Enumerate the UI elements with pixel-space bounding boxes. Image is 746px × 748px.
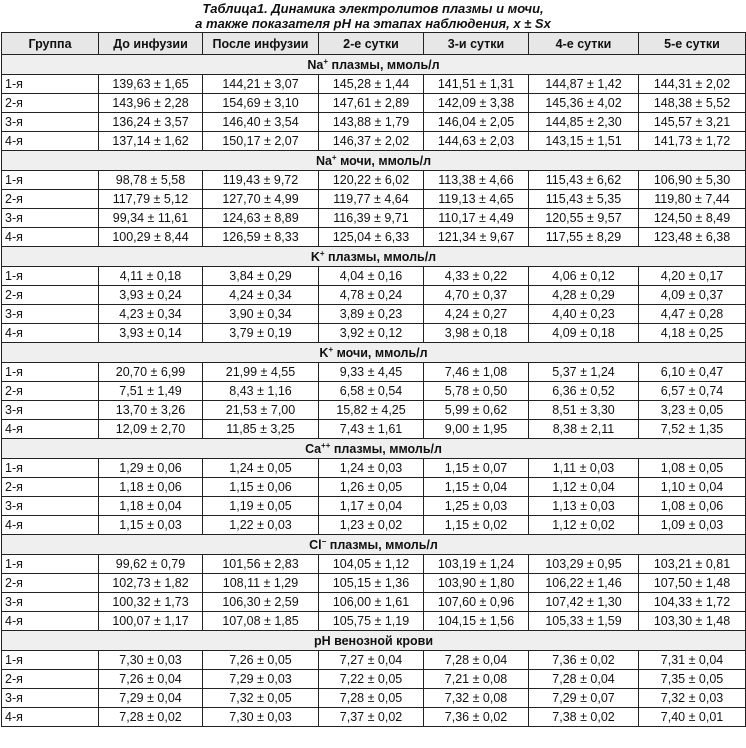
- table-row: [2, 305, 746, 324]
- value-cell: 106,30 ± 2,59: [203, 593, 319, 612]
- group-cell: 4-я: [2, 420, 99, 439]
- value-cell: 7,35 ± 0,05: [639, 670, 746, 689]
- value-cell: 100,32 ± 1,73: [99, 593, 203, 612]
- value-cell: 1,24 ± 0,05: [203, 459, 319, 478]
- value-cell: 103,19 ± 1,24: [424, 555, 529, 574]
- table-row: [2, 651, 746, 670]
- value-cell: 5,37 ± 1,24: [529, 363, 639, 382]
- value-cell: 148,38 ± 5,52: [639, 94, 746, 113]
- value-cell: 3,92 ± 0,12: [319, 324, 424, 343]
- group-cell: 2-я: [2, 94, 99, 113]
- group-cell: 1-я: [2, 555, 99, 574]
- value-cell: 7,21 ± 0,08: [424, 670, 529, 689]
- section-title: [2, 535, 746, 555]
- table-row: [2, 113, 746, 132]
- section-unit: плазмы, ммоль/л: [328, 57, 440, 72]
- value-cell: 4,09 ± 0,37: [639, 286, 746, 305]
- value-cell: 119,13 ± 4,65: [424, 190, 529, 209]
- value-cell: 5,99 ± 0,62: [424, 401, 529, 420]
- group-cell: 4-я: [2, 324, 99, 343]
- group-cell: 4-я: [2, 516, 99, 535]
- value-cell: 7,51 ± 1,49: [99, 382, 203, 401]
- value-cell: 100,07 ± 1,17: [99, 612, 203, 631]
- value-cell: 4,09 ± 0,18: [529, 324, 639, 343]
- value-cell: 1,15 ± 0,07: [424, 459, 529, 478]
- group-cell: 3-я: [2, 209, 99, 228]
- table-row: [2, 401, 746, 420]
- value-cell: 1,08 ± 0,06: [639, 497, 746, 516]
- table-row: [2, 132, 746, 151]
- value-cell: 154,69 ± 3,10: [203, 94, 319, 113]
- value-cell: 7,46 ± 1,08: [424, 363, 529, 382]
- value-cell: 1,15 ± 0,04: [424, 478, 529, 497]
- value-cell: 3,84 ± 0,29: [203, 267, 319, 286]
- section-header-row: [2, 535, 746, 555]
- value-cell: 143,88 ± 1,79: [319, 113, 424, 132]
- section-header-row: [2, 439, 746, 459]
- electrolytes-table: [1, 32, 746, 727]
- section-ion: Ca: [305, 441, 322, 456]
- value-cell: 1,19 ± 0,05: [203, 497, 319, 516]
- value-cell: 1,12 ± 0,02: [529, 516, 639, 535]
- value-cell: 1,10 ± 0,04: [639, 478, 746, 497]
- value-cell: 7,28 ± 0,02: [99, 708, 203, 727]
- value-cell: 1,22 ± 0,03: [203, 516, 319, 535]
- value-cell: 145,36 ± 4,02: [529, 94, 639, 113]
- column-header: После инфузии: [203, 33, 319, 55]
- table-row: [2, 75, 746, 94]
- value-cell: 146,37 ± 2,02: [319, 132, 424, 151]
- group-cell: 1-я: [2, 459, 99, 478]
- table-row: [2, 363, 746, 382]
- value-cell: 99,34 ± 11,61: [99, 209, 203, 228]
- value-cell: 103,90 ± 1,80: [424, 574, 529, 593]
- group-cell: 4-я: [2, 612, 99, 631]
- table-row: [2, 382, 746, 401]
- section-title: [2, 343, 746, 363]
- value-cell: 7,36 ± 0,02: [424, 708, 529, 727]
- group-cell: 2-я: [2, 286, 99, 305]
- value-cell: 1,15 ± 0,03: [99, 516, 203, 535]
- table-row: [2, 689, 746, 708]
- group-cell: 2-я: [2, 574, 99, 593]
- section-ion-charge: ++: [321, 440, 331, 450]
- value-cell: 110,17 ± 4,49: [424, 209, 529, 228]
- value-cell: 1,09 ± 0,03: [639, 516, 746, 535]
- section-ion-charge: +: [331, 152, 337, 162]
- value-cell: 143,15 ± 1,51: [529, 132, 639, 151]
- value-cell: 107,42 ± 1,30: [529, 593, 639, 612]
- value-cell: 107,60 ± 0,96: [424, 593, 529, 612]
- value-cell: 4,11 ± 0,18: [99, 267, 203, 286]
- value-cell: 4,70 ± 0,37: [424, 286, 529, 305]
- value-cell: 107,08 ± 1,85: [203, 612, 319, 631]
- group-cell: 3-я: [2, 593, 99, 612]
- table-row: [2, 228, 746, 247]
- value-cell: 105,75 ± 1,19: [319, 612, 424, 631]
- section-header-row: [2, 343, 746, 363]
- value-cell: 3,93 ± 0,14: [99, 324, 203, 343]
- group-cell: 4-я: [2, 228, 99, 247]
- table-row: [2, 324, 746, 343]
- value-cell: 3,79 ± 0,19: [203, 324, 319, 343]
- value-cell: 106,22 ± 1,46: [529, 574, 639, 593]
- value-cell: 107,50 ± 1,48: [639, 574, 746, 593]
- table-row: [2, 574, 746, 593]
- value-cell: 1,17 ± 0,04: [319, 497, 424, 516]
- value-cell: 98,78 ± 5,58: [99, 171, 203, 190]
- value-cell: 4,78 ± 0,24: [319, 286, 424, 305]
- section-title: [2, 55, 746, 75]
- value-cell: 7,26 ± 0,05: [203, 651, 319, 670]
- value-cell: 3,90 ± 0,34: [203, 305, 319, 324]
- value-cell: 1,08 ± 0,05: [639, 459, 746, 478]
- value-cell: 4,40 ± 0,23: [529, 305, 639, 324]
- value-cell: 101,56 ± 2,83: [203, 555, 319, 574]
- value-cell: 144,21 ± 3,07: [203, 75, 319, 94]
- column-header: 4-е сутки: [529, 33, 639, 55]
- value-cell: 6,10 ± 0,47: [639, 363, 746, 382]
- table-row: [2, 171, 746, 190]
- value-cell: 113,38 ± 4,66: [424, 171, 529, 190]
- section-ion-charge: +: [323, 56, 329, 66]
- group-cell: 2-я: [2, 478, 99, 497]
- value-cell: 106,90 ± 5,30: [639, 171, 746, 190]
- value-cell: 116,39 ± 9,71: [319, 209, 424, 228]
- table-row: [2, 286, 746, 305]
- value-cell: 9,00 ± 1,95: [424, 420, 529, 439]
- value-cell: 127,70 ± 4,99: [203, 190, 319, 209]
- section-unit: мочи, ммоль/л: [333, 345, 428, 360]
- value-cell: 11,85 ± 3,25: [203, 420, 319, 439]
- table-caption: [0, 0, 746, 32]
- table-row: [2, 478, 746, 497]
- section-ion: pH венозной крови: [313, 633, 434, 648]
- group-cell: 1-я: [2, 171, 99, 190]
- value-cell: 123,48 ± 6,38: [639, 228, 746, 247]
- value-cell: 119,43 ± 9,72: [203, 171, 319, 190]
- section-ion: K: [310, 249, 320, 264]
- value-cell: 4,06 ± 0,12: [529, 267, 639, 286]
- value-cell: 144,85 ± 2,30: [529, 113, 639, 132]
- group-cell: 2-я: [2, 190, 99, 209]
- section-ion: Na: [315, 153, 332, 168]
- value-cell: 120,55 ± 9,57: [529, 209, 639, 228]
- value-cell: 4,24 ± 0,27: [424, 305, 529, 324]
- value-cell: 7,52 ± 1,35: [639, 420, 746, 439]
- value-cell: 7,29 ± 0,03: [203, 670, 319, 689]
- value-cell: 144,31 ± 2,02: [639, 75, 746, 94]
- value-cell: 4,28 ± 0,29: [529, 286, 639, 305]
- section-ion: Cl: [309, 537, 322, 552]
- section-ion-charge: +: [319, 248, 325, 258]
- value-cell: 124,50 ± 8,49: [639, 209, 746, 228]
- value-cell: 103,21 ± 0,81: [639, 555, 746, 574]
- section-unit: мочи, ммоль/л: [336, 153, 432, 168]
- value-cell: 4,24 ± 0,34: [203, 286, 319, 305]
- group-cell: 2-я: [2, 670, 99, 689]
- group-cell: 1-я: [2, 363, 99, 382]
- value-cell: 7,32 ± 0,03: [639, 689, 746, 708]
- value-cell: 141,51 ± 1,31: [424, 75, 529, 94]
- value-cell: 147,61 ± 2,89: [319, 94, 424, 113]
- group-cell: 3-я: [2, 497, 99, 516]
- value-cell: 9,33 ± 4,45: [319, 363, 424, 382]
- value-cell: 144,63 ± 2,03: [424, 132, 529, 151]
- value-cell: 7,28 ± 0,05: [319, 689, 424, 708]
- table-row: [2, 612, 746, 631]
- value-cell: 7,31 ± 0,04: [639, 651, 746, 670]
- table-row: [2, 555, 746, 574]
- column-header: 2-е сутки: [319, 33, 424, 55]
- value-cell: 102,73 ± 1,82: [99, 574, 203, 593]
- value-cell: 7,27 ± 0,04: [319, 651, 424, 670]
- group-cell: 3-я: [2, 401, 99, 420]
- column-header: 3-и сутки: [424, 33, 529, 55]
- value-cell: 1,24 ± 0,03: [319, 459, 424, 478]
- value-cell: 4,33 ± 0,22: [424, 267, 529, 286]
- value-cell: 4,04 ± 0,16: [319, 267, 424, 286]
- value-cell: 124,63 ± 8,89: [203, 209, 319, 228]
- section-title: [2, 247, 746, 267]
- value-cell: 103,30 ± 1,48: [639, 612, 746, 631]
- value-cell: 119,80 ± 7,44: [639, 190, 746, 209]
- table-row: [2, 94, 746, 113]
- group-cell: 3-я: [2, 305, 99, 324]
- value-cell: 1,15 ± 0,02: [424, 516, 529, 535]
- value-cell: 3,23 ± 0,05: [639, 401, 746, 420]
- value-cell: 13,70 ± 3,26: [99, 401, 203, 420]
- value-cell: 137,14 ± 1,62: [99, 132, 203, 151]
- value-cell: 125,04 ± 6,33: [319, 228, 424, 247]
- group-cell: 3-я: [2, 113, 99, 132]
- value-cell: 7,30 ± 0,03: [99, 651, 203, 670]
- value-cell: 1,13 ± 0,03: [529, 497, 639, 516]
- value-cell: 1,11 ± 0,03: [529, 459, 639, 478]
- value-cell: 104,05 ± 1,12: [319, 555, 424, 574]
- table-row: [2, 516, 746, 535]
- value-cell: 6,57 ± 0,74: [639, 382, 746, 401]
- caption-line-2: а также показателя pH на этапах наблюдения, x ± Sx: [195, 16, 551, 31]
- value-cell: 7,32 ± 0,08: [424, 689, 529, 708]
- table-row: [2, 593, 746, 612]
- value-cell: 1,15 ± 0,06: [203, 478, 319, 497]
- value-cell: 99,62 ± 0,79: [99, 555, 203, 574]
- value-cell: 146,40 ± 3,54: [203, 113, 319, 132]
- section-ion-charge: +: [328, 344, 334, 354]
- table-row: [2, 209, 746, 228]
- section-title: [2, 439, 746, 459]
- table-row: [2, 459, 746, 478]
- group-cell: 1-я: [2, 267, 99, 286]
- table-body: [2, 55, 746, 727]
- value-cell: 7,22 ± 0,05: [319, 670, 424, 689]
- value-cell: 4,20 ± 0,17: [639, 267, 746, 286]
- section-header-row: [2, 247, 746, 267]
- section-unit: плазмы, ммоль/л: [330, 441, 442, 456]
- value-cell: 1,23 ± 0,02: [319, 516, 424, 535]
- value-cell: 3,93 ± 0,24: [99, 286, 203, 305]
- value-cell: 143,96 ± 2,28: [99, 94, 203, 113]
- section-ion: Na: [307, 57, 324, 72]
- value-cell: 120,22 ± 6,02: [319, 171, 424, 190]
- value-cell: 104,15 ± 1,56: [424, 612, 529, 631]
- value-cell: 121,34 ± 9,67: [424, 228, 529, 247]
- value-cell: 141,73 ± 1,72: [639, 132, 746, 151]
- table-row: [2, 267, 746, 286]
- value-cell: 6,36 ± 0,52: [529, 382, 639, 401]
- value-cell: 126,59 ± 8,33: [203, 228, 319, 247]
- group-cell: 4-я: [2, 708, 99, 727]
- value-cell: 108,11 ± 1,29: [203, 574, 319, 593]
- value-cell: 103,29 ± 0,95: [529, 555, 639, 574]
- value-cell: 105,15 ± 1,36: [319, 574, 424, 593]
- value-cell: 136,24 ± 3,57: [99, 113, 203, 132]
- section-header-row: [2, 631, 746, 651]
- value-cell: 119,77 ± 4,64: [319, 190, 424, 209]
- section-header-row: [2, 55, 746, 75]
- section-unit: плазмы, ммоль/л: [326, 537, 438, 552]
- value-cell: 5,78 ± 0,50: [424, 382, 529, 401]
- value-cell: 12,09 ± 2,70: [99, 420, 203, 439]
- section-ion-charge: −: [321, 536, 327, 546]
- value-cell: 1,18 ± 0,04: [99, 497, 203, 516]
- group-cell: 1-я: [2, 651, 99, 670]
- value-cell: 7,37 ± 0,02: [319, 708, 424, 727]
- value-cell: 15,82 ± 4,25: [319, 401, 424, 420]
- value-cell: 8,38 ± 2,11: [529, 420, 639, 439]
- group-cell: 2-я: [2, 382, 99, 401]
- value-cell: 7,28 ± 0,04: [424, 651, 529, 670]
- value-cell: 21,99 ± 4,55: [203, 363, 319, 382]
- table-row: [2, 190, 746, 209]
- value-cell: 7,43 ± 1,61: [319, 420, 424, 439]
- value-cell: 7,30 ± 0,03: [203, 708, 319, 727]
- value-cell: 4,18 ± 0,25: [639, 324, 746, 343]
- section-ion: K: [319, 345, 329, 360]
- value-cell: 8,43 ± 1,16: [203, 382, 319, 401]
- value-cell: 7,32 ± 0,05: [203, 689, 319, 708]
- section-title: [2, 151, 746, 171]
- value-cell: 7,29 ± 0,04: [99, 689, 203, 708]
- value-cell: 3,98 ± 0,18: [424, 324, 529, 343]
- group-cell: 4-я: [2, 132, 99, 151]
- value-cell: 117,79 ± 5,12: [99, 190, 203, 209]
- value-cell: 7,38 ± 0,02: [529, 708, 639, 727]
- section-title: [2, 631, 746, 651]
- header-row: [2, 33, 746, 55]
- value-cell: 139,63 ± 1,65: [99, 75, 203, 94]
- value-cell: 7,28 ± 0,04: [529, 670, 639, 689]
- value-cell: 4,23 ± 0,34: [99, 305, 203, 324]
- table-row: [2, 497, 746, 516]
- column-header: 5-е сутки: [639, 33, 746, 55]
- section-unit: плазмы, ммоль/л: [324, 249, 437, 264]
- value-cell: 106,00 ± 1,61: [319, 593, 424, 612]
- value-cell: 100,29 ± 8,44: [99, 228, 203, 247]
- caption-line-1: Таблица1. Динамика электролитов плазмы и мочи,: [202, 1, 544, 16]
- table-row: [2, 670, 746, 689]
- value-cell: 115,43 ± 6,62: [529, 171, 639, 190]
- value-cell: 21,53 ± 7,00: [203, 401, 319, 420]
- value-cell: 6,58 ± 0,54: [319, 382, 424, 401]
- value-cell: 105,33 ± 1,59: [529, 612, 639, 631]
- value-cell: 8,51 ± 3,30: [529, 401, 639, 420]
- column-header: До инфузии: [99, 33, 203, 55]
- value-cell: 145,57 ± 3,21: [639, 113, 746, 132]
- value-cell: 1,29 ± 0,06: [99, 459, 203, 478]
- group-cell: 3-я: [2, 689, 99, 708]
- value-cell: 7,36 ± 0,02: [529, 651, 639, 670]
- value-cell: 1,18 ± 0,06: [99, 478, 203, 497]
- value-cell: 145,28 ± 1,44: [319, 75, 424, 94]
- group-cell: 1-я: [2, 75, 99, 94]
- value-cell: 3,89 ± 0,23: [319, 305, 424, 324]
- value-cell: 144,87 ± 1,42: [529, 75, 639, 94]
- value-cell: 20,70 ± 6,99: [99, 363, 203, 382]
- table-row: [2, 708, 746, 727]
- value-cell: 7,29 ± 0,07: [529, 689, 639, 708]
- column-header: Группа: [2, 33, 99, 55]
- value-cell: 150,17 ± 2,07: [203, 132, 319, 151]
- value-cell: 4,47 ± 0,28: [639, 305, 746, 324]
- value-cell: 1,12 ± 0,04: [529, 478, 639, 497]
- table-row: [2, 420, 746, 439]
- value-cell: 115,43 ± 5,35: [529, 190, 639, 209]
- value-cell: 117,55 ± 8,29: [529, 228, 639, 247]
- value-cell: 1,26 ± 0,05: [319, 478, 424, 497]
- value-cell: 146,04 ± 2,05: [424, 113, 529, 132]
- value-cell: 142,09 ± 3,38: [424, 94, 529, 113]
- value-cell: 7,26 ± 0,04: [99, 670, 203, 689]
- value-cell: 1,25 ± 0,03: [424, 497, 529, 516]
- value-cell: 104,33 ± 1,72: [639, 593, 746, 612]
- value-cell: 7,40 ± 0,01: [639, 708, 746, 727]
- section-header-row: [2, 151, 746, 171]
